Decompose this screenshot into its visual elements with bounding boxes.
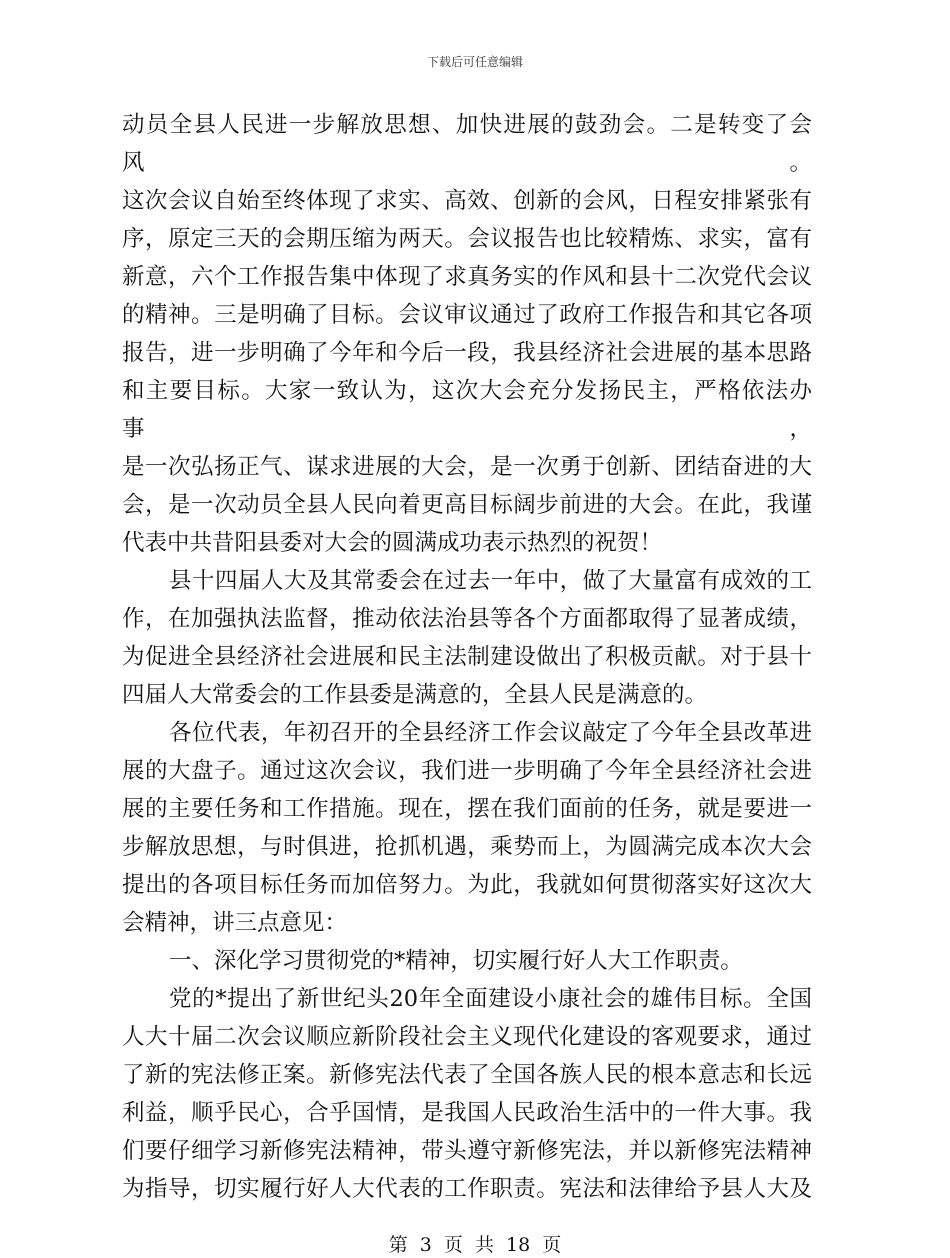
text-line: 和主要目标。大家一致认为，这次大会充分发扬民主，严格依法办事， (122, 378, 812, 442)
text-line: 为促进全县经济社会进展和民主法制建设做出了积极贡献。对于县十 (122, 644, 812, 670)
page-header: 下载后可任意编辑 (426, 55, 523, 69)
page-content (0, 106, 950, 1258)
text-line: 提出的各项目标任务而加倍努力。为此，我就如何贯彻落实好这次大 (122, 872, 812, 898)
text-line: 代表中共昔阳县委对大会的圆满成功表示热烈的祝贺！ (122, 530, 663, 556)
page-number-footer: 第 3 页 共 18 页 (388, 1234, 562, 1256)
text-line: 这次会议自始至终体现了求实、高效、创新的会风，日程安排紧张有 (122, 188, 812, 214)
text-line: 步解放思想，与时俱进，抢抓机遇，乘势而上，为圆满完成本次大会 (122, 834, 812, 860)
text-line: 会精神，讲三点意见： (122, 910, 348, 936)
text-line: 四届人大常委会的工作县委是满意的，全县人民是满意的。 (122, 682, 708, 708)
text-line: 展的大盘子。通过这次会议，我们进一步明确了今年全县经济社会进 (122, 758, 812, 784)
text-line: 序，原定三天的会期压缩为两天。会议报告也比较精炼、求实，富有 (122, 226, 812, 252)
text-line: 县十四届人大及其常委会在过去一年中，做了大量富有成效的工 (169, 568, 812, 594)
text-line: 展的主要任务和工作措施。现在，摆在我们面前的任务，就是要进一 (122, 796, 812, 822)
text-line: 了新的宪法修正案。新修宪法代表了全国各族人民的根本意志和长远 (122, 1062, 812, 1088)
text-line: 人大十届二次会议顺应新阶段社会主义现代化建设的客观要求，通过 (122, 1024, 812, 1050)
text-line: 利益，顺乎民心，合乎国情，是我国人民政治生活中的一件大事。我 (122, 1100, 812, 1126)
text-line: 作，在加强执法监督，推动依法治县等各个方面都取得了显著成绩， (122, 606, 812, 632)
text-line: 的精神。三是明确了目标。会议审议通过了政府工作报告和其它各项 (122, 302, 812, 328)
text-line: 们要仔细学习新修宪法精神，带头遵守新修宪法，并以新修宪法精神 (122, 1138, 812, 1164)
text-line: 报告，进一步明确了今年和今后一段，我县经济社会进展的基本思路 (122, 340, 812, 366)
text-line: 一、深化学习贯彻党的*精神，切实履行好人大工作职责。 (169, 948, 743, 974)
text-line: 党的*提出了新世纪头20年全面建设小康社会的雄伟目标。全国 (169, 986, 812, 1012)
text-line: 会，是一次动员全县人民向着更高目标阔步前进的大会。在此，我谨 (122, 492, 812, 518)
document-body (122, 106, 812, 1208)
text-line: 各位代表，年初召开的全县经济工作会议敲定了今年全县改革进 (169, 720, 812, 746)
text-line: 新意，六个工作报告集中体现了求真务实的作风和县十二次党代会议 (122, 264, 812, 290)
text-line: 为指导，切实履行好人大代表的工作职责。宪法和法律给予县人大及 (122, 1176, 812, 1202)
text-line: 是一次弘扬正气、谋求进展的大会，是一次勇于创新、团结奋进的大 (122, 454, 812, 480)
text-line: 动员全县人民进一步解放思想、加快进展的鼓劲会。二是转变了会风。 (122, 112, 812, 176)
